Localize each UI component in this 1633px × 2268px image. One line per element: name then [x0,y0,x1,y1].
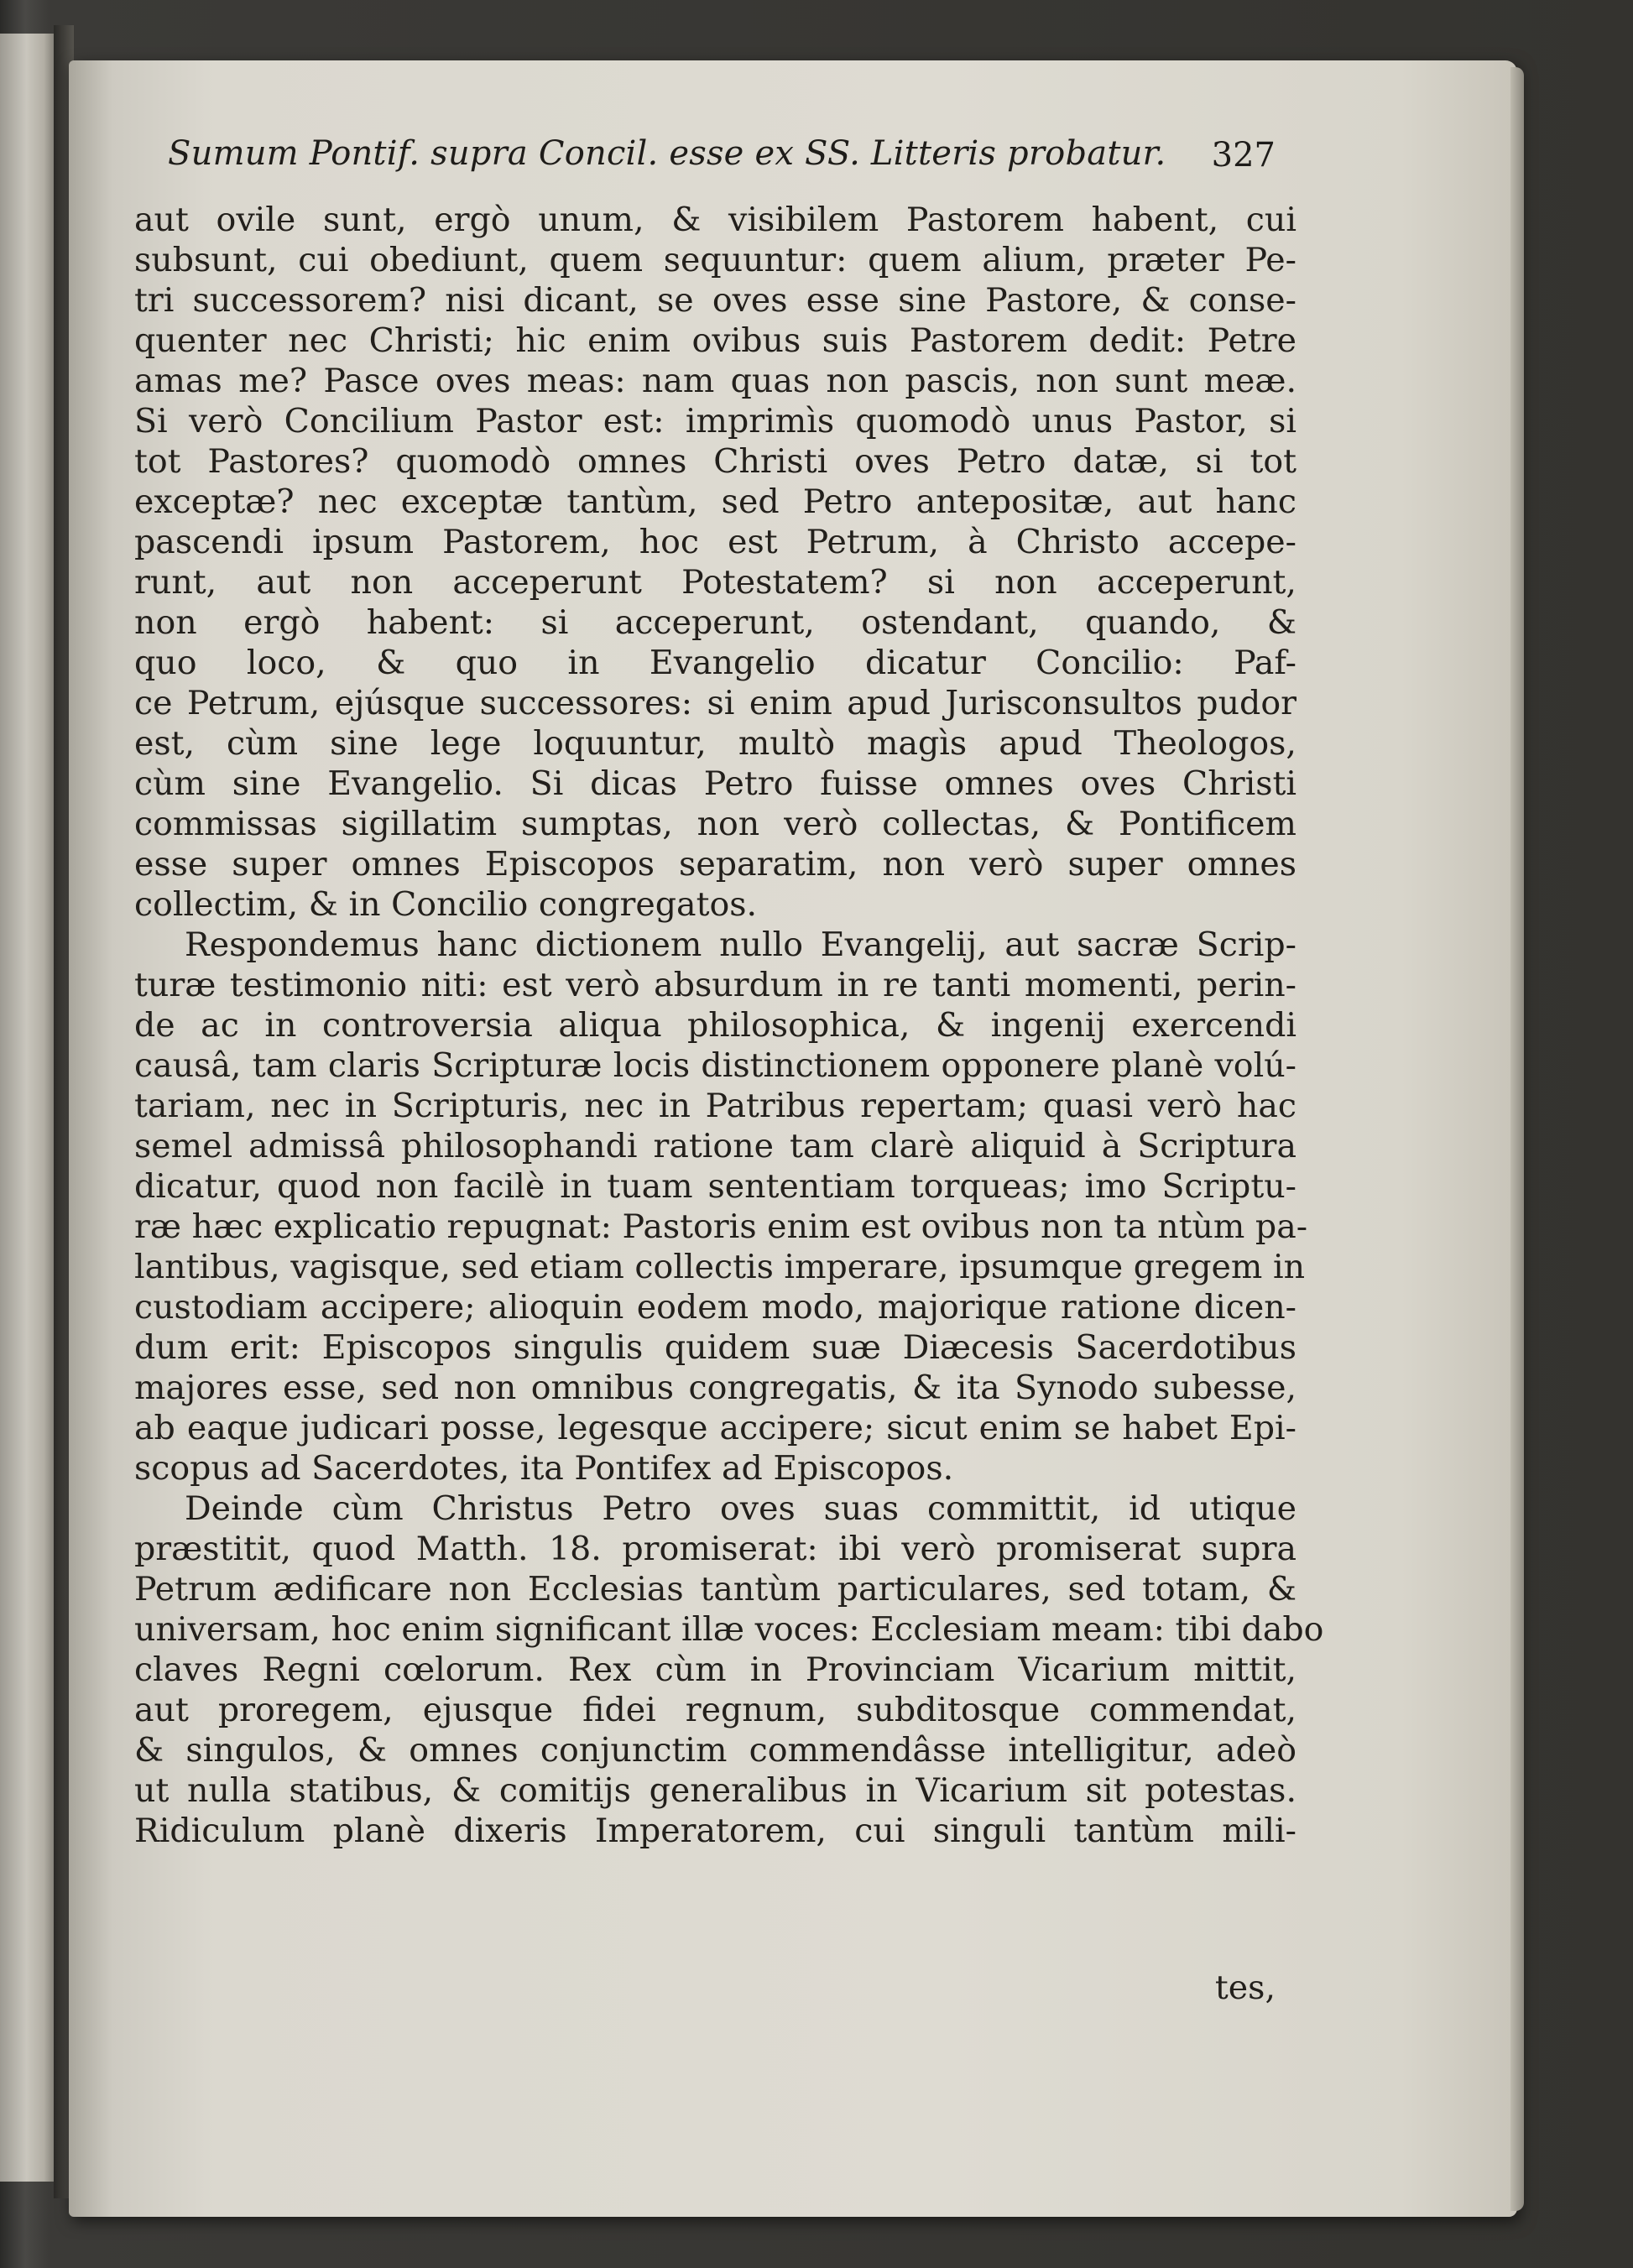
text-line: lantibus, vagisque, sed etiam collectis imperare, ipsumque gregem in [134,1248,1306,1286]
page-number: 327 [1211,136,1276,175]
text-line: esse super omnes Episcopos separatim, non verò super omnes [134,845,1296,884]
text-line: custodiam accipere; alioquin eodem modo, majorique ratione dicen- [134,1288,1296,1327]
text-line: ce Petrum, ejúsque successores: si enim apud Jurisconsultos pudor [134,684,1296,722]
text-line: est, cùm sine lege loquuntur, multò magìs apud Theologos, [134,724,1296,763]
text-line: tri successorem? nisi dicant, se oves esse sine Pastore, & conse- [134,281,1296,320]
text-line: ab eaque judicari posse, legesque accipere; sicut enim se habet Epi- [134,1409,1296,1447]
text-line: de ac in controversia aliqua philosophica, & ingenij exercendi [134,1006,1296,1045]
text-line: Ridiculum planè dixeris Imperatorem, cui singuli tantùm mili- [134,1812,1296,1850]
text-line: universam, hoc enim significant illæ voces: Ecclesiam meam: tibi dabo [134,1610,1324,1649]
text-line: aut proregem, ejusque fidei regnum, subditosque commendat, [134,1691,1296,1729]
page-fore-edge [1510,67,1524,2211]
text-line: subsunt, cui obediunt, quem sequuntur: quem alium, præter Pe- [134,241,1296,279]
text-line: semel admissâ philosophandi ratione tam clarè aliquid à Scriptura [134,1127,1296,1165]
text-line: Respondemus hanc dictionem nullo Evangelij, aut sacræ Scrip- [185,925,1296,964]
text-line: aut ovile sunt, ergò unum, & visibilem Pastorem habent, cui [134,201,1296,239]
text-line: quenter nec Christi; hic enim ovibus suis Pastorem dedit: Petre [134,321,1296,360]
text-line: tot Pastores? quomodò omnes Christi oves Petro datæ, si tot [134,442,1296,481]
text-line: Deinde cùm Christus Petro oves suas committit, id utique [185,1489,1296,1528]
text-line: tariam, nec in Scripturis, nec in Patribus repertam; quasi verò hac [134,1087,1296,1125]
text-line: ut nulla statibus, & comitijs generalibus in Vicarium sit potestas. [134,1771,1296,1810]
text-line: majores esse, sed non omnibus congregatis, & ita Synodo subesse, [134,1369,1296,1407]
text-line: non ergò habent: si acceperunt, ostendant, quando, & [134,603,1296,642]
text-line: runt, aut non acceperunt Potestatem? si non acceperunt, [134,563,1296,602]
text-line: præstitit, quod Matth. 18. promiserat: ibi verò promiserat supra [134,1530,1296,1568]
text-line: scopus ad Sacerdotes, ita Pontifex ad Episcopos. [134,1449,954,1488]
text-line: amas me? Pasce oves meas: nam quas non pascis, non sunt meæ. [134,362,1296,400]
text-line: claves Regni cœlorum. Rex cùm in Provinciam Vicarium mittit, [134,1650,1296,1689]
text-line: pascendi ipsum Pastorem, hoc est Petrum, à Christo accepe- [134,523,1296,561]
text-line: dum erit: Episcopos singulis quidem suæ Diæcesis Sacerdotibus [134,1328,1296,1367]
text-line: exceptæ? nec exceptæ tantùm, sed Petro antepositæ, aut hanc [134,482,1296,521]
body-text [134,200,1324,2096]
text-line: ræ hæc explicatio repugnat: Pastoris enim est ovibus non ta ntùm pa- [134,1207,1308,1246]
text-line: quo loco, & quo in Evangelio dicatur Concilio: Paf- [134,644,1296,682]
text-line: dicatur, quod non facilè in tuam sententiam torqueas; imo Scriptu- [134,1167,1296,1206]
catchword: tes, [1214,1968,1276,2007]
text-line: commissas sigillatim sumptas, non verò collectas, & Pontificem [134,805,1296,843]
text-line: Petrum ædificare non Ecclesias tantùm particulares, sed totam, & [134,1570,1296,1608]
text-line: & singulos, & omnes conjunctim commendâsse intelligitur, adeò [134,1731,1296,1770]
facing-page-edge [0,34,59,2182]
running-head: Sumum Pontif. supra Concil. esse ex SS. Litteris probatur. [168,134,1166,173]
text-line: causâ, tam claris Scripturæ locis distinctionem opponere planè volú- [134,1046,1296,1085]
text-line: collectim, & in Concilio congregatos. [134,885,758,924]
text-line: Si verò Concilium Pastor est: imprimìs quomodò unus Pastor, si [134,402,1296,441]
text-line: cùm sine Evangelio. Si dicas Petro fuisse omnes oves Christi [134,764,1296,803]
text-line: turæ testimonio niti: est verò absurdum in re tanti momenti, perin- [134,966,1296,1004]
